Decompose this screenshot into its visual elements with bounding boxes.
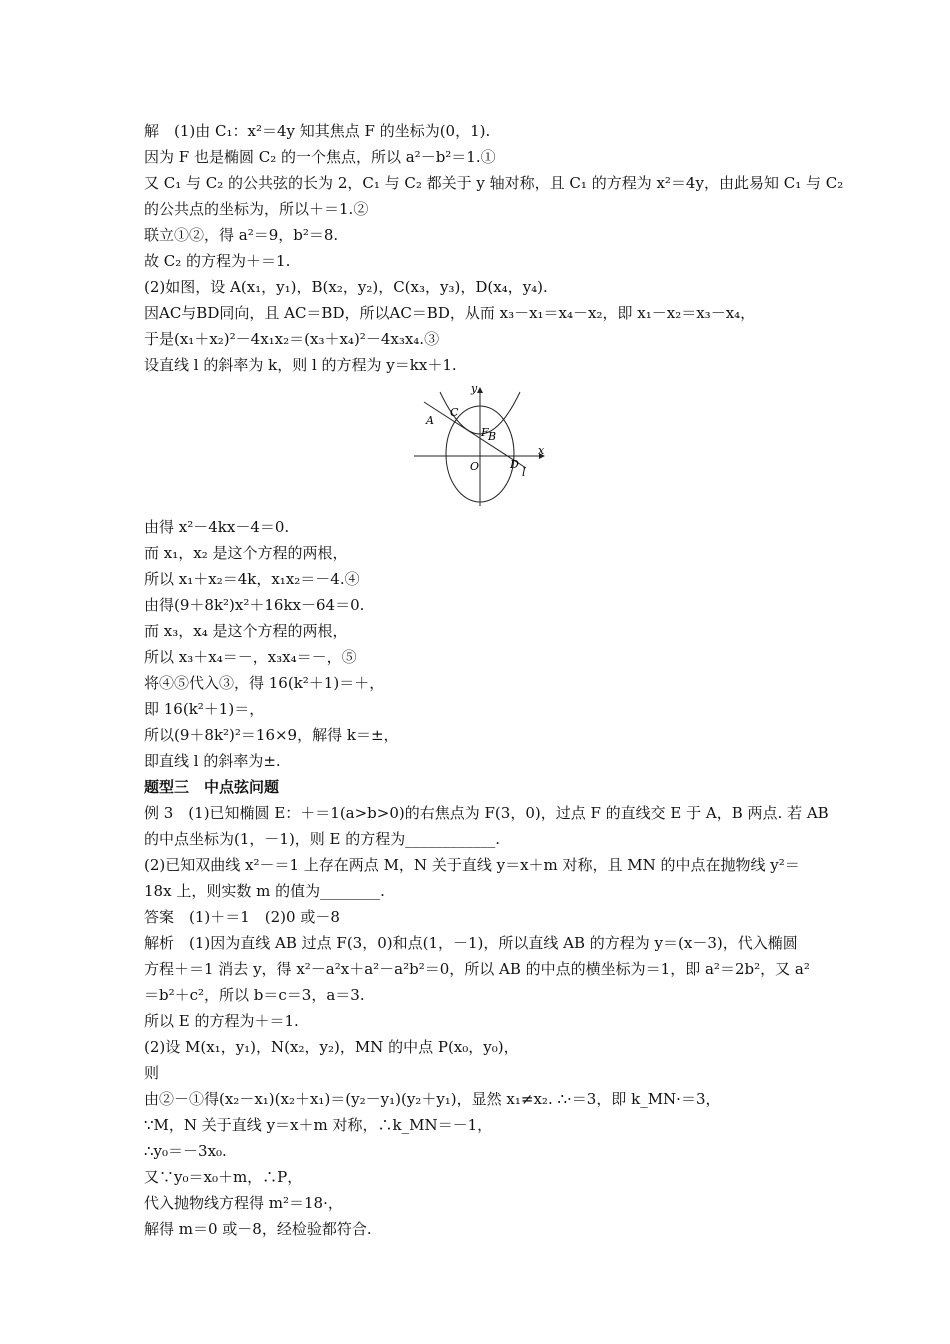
label-l: l <box>522 466 526 479</box>
text-line: 解得 m＝0 或－8，经检验都符合. <box>144 1220 372 1238</box>
text-line: 又∵y₀＝x₀＋m，∴P， <box>144 1168 303 1186</box>
text-line: 的公共点的坐标为，所以＋＝1.② <box>144 200 369 218</box>
text-line: 故 C₂ 的方程为＋＝1. <box>144 252 291 270</box>
text-line: ∴y₀＝－3x₀. <box>144 1142 227 1160</box>
text-line: 又 C₁ 与 C₂ 的公共弦的长为 2，C₁ 与 C₂ 都关于 y 轴对称，且 C₁ 的方程为 x²＝4y，由此易知 C₁ 与 C₂ <box>144 174 844 192</box>
text-line: (2)如图，设 A(x₁，y₁)，B(x₂，y₂)，C(x₃，y₃)，D(x₄，y₄). <box>144 278 548 296</box>
solution-part-1 <box>144 118 844 378</box>
text-line: (2)已知双曲线 x²－＝1 上存在两点 M，N 关于直线 y＝x＋m 对称，且 MN 的中点在抛物线 y²＝ <box>144 856 800 874</box>
text-line: 代入抛物线方程得 m²＝18·， <box>144 1194 343 1212</box>
text-line: (2)设 M(x₁，y₁)，N(x₂，y₂)，MN 的中点 P(x₀，y₀)， <box>144 1038 519 1056</box>
section-heading: 题型三 中点弦问题 <box>144 778 280 796</box>
text-line: 所以(9＋8k²)²＝16×9，解得 k＝±， <box>144 726 399 744</box>
text-line: 18x 上，则实数 m 的值为________. <box>144 882 385 900</box>
label-f: F <box>481 426 489 439</box>
label-x: x <box>538 444 545 457</box>
text-line: 所以 x₁＋x₂＝4k，x₁x₂＝－4.④ <box>144 570 360 588</box>
label-c: C <box>450 406 459 419</box>
label-y: y <box>471 384 478 395</box>
text-line: 因AC与BD同向，且 AC＝BD，所以AC＝BD，从而 x₃－x₁＝x₄－x₂，即 x₁－x₂＝x₃－x₄， <box>144 304 756 322</box>
text-line: 由②－①得(x₂－x₁)(x₂＋x₁)＝(y₂－y₁)(y₂＋y₁)，显然 x₁≠x₂. ∴·＝3，即 k_MN·＝3， <box>144 1090 721 1108</box>
text-line: ＝b²＋c²，所以 b＝c＝3，a＝3. <box>144 986 365 1004</box>
example-3 <box>144 800 829 1242</box>
label-a: A <box>426 414 434 427</box>
ellipse-parabola-figure <box>412 384 552 510</box>
text-line: 解析 (1)因为直线 AB 过点 F(3，0)和点(1，－1)，所以直线 AB 的方程为 y＝(x－3)，代入椭圆 <box>144 934 798 952</box>
text-line: 设直线 l 的斜率为 k，则 l 的方程为 y＝kx＋1. <box>144 356 457 374</box>
text-line: 即 16(k²＋1)＝， <box>144 700 265 718</box>
text-line: 由得 x²－4kx－4＝0. <box>144 518 290 536</box>
text-line: 将④⑤代入③，得 16(k²＋1)＝＋， <box>144 674 385 692</box>
text-line: 的中点坐标为(1，－1)，则 E 的方程为____________. <box>144 830 501 848</box>
text-line: 例 3 (1)已知椭圆 E：＋＝1(a>b>0)的右焦点为 F(3，0)，过点 F 的直线交 E 于 A，B 两点. 若 AB <box>144 804 829 822</box>
text-line: 因为 F 也是椭圆 C₂ 的一个焦点，所以 a²－b²＝1.① <box>144 148 496 166</box>
text-line: 于是(x₁＋x₂)²－4x₁x₂＝(x₃＋x₄)²－4x₃x₄.③ <box>144 330 440 348</box>
text-line: 即直线 l 的斜率为±. <box>144 752 281 770</box>
text-line: 联立①②，得 a²＝9，b²＝8. <box>144 226 339 244</box>
text-line: 则 <box>144 1064 160 1082</box>
text-line: 解 (1)由 C₁：x²＝4y 知其焦点 F 的坐标为(0，1). <box>144 122 491 140</box>
label-d: D <box>510 458 519 471</box>
solution-part-2 <box>144 514 820 774</box>
text-line: 而 x₃，x₄ 是这个方程的两根， <box>144 622 348 640</box>
figure-container <box>144 384 820 512</box>
text-line: ∵M，N 关于直线 y＝x＋m 对称，∴k_MN＝－1， <box>144 1116 493 1134</box>
text-line: 由得(9＋8k²)x²＋16kx－64＝0. <box>144 596 365 614</box>
document-body <box>144 118 844 1242</box>
answer-line: 答案 (1)＋＝1 (2)0 或－8 <box>144 908 340 926</box>
text-line: 所以 E 的方程为＋＝1. <box>144 1012 299 1030</box>
text-line: 而 x₁，x₂ 是这个方程的两根， <box>144 544 348 562</box>
text-line: 方程＋＝1 消去 y，得 x²－a²x＋a²－a²b²＝0，所以 AB 的中点的横坐标为＝1，即 a²＝2b²，又 a² <box>144 960 810 978</box>
label-b: B <box>488 430 497 443</box>
text-line: 所以 x₃＋x₄＝－，x₃x₄＝－，⑤ <box>144 648 357 666</box>
label-o: O <box>470 460 480 473</box>
